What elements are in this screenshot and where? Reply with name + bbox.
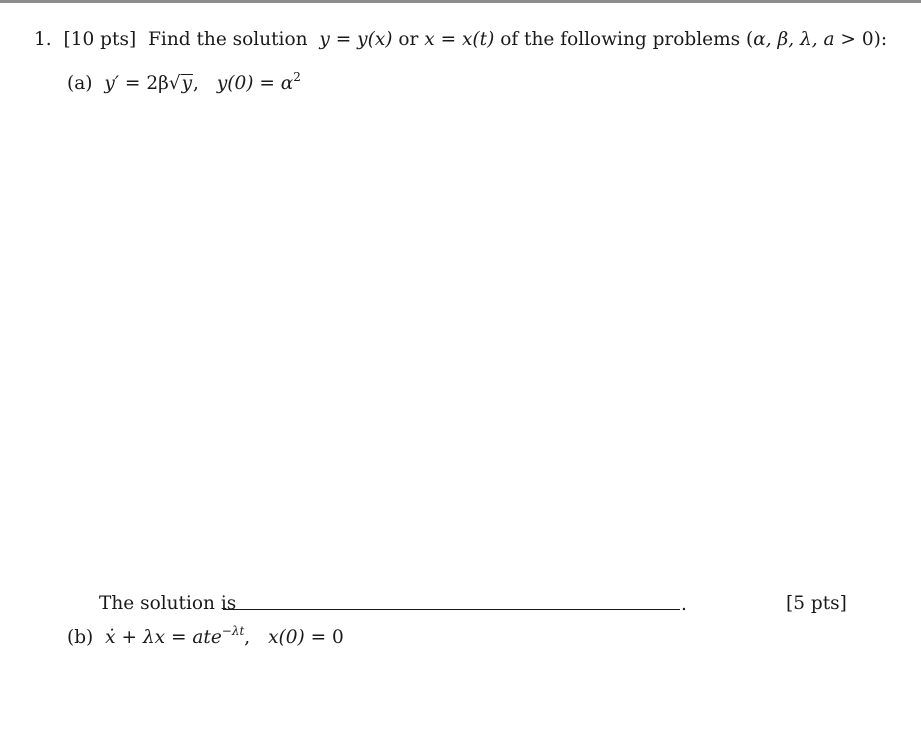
solution-func-xt: x(t) bbox=[461, 29, 495, 50]
param-gt: > bbox=[840, 29, 856, 50]
solution-var-x: x bbox=[424, 29, 435, 50]
part-a-ic-lhs: y(0) bbox=[216, 73, 254, 94]
equals-sign: = bbox=[124, 73, 141, 94]
part-b-xdot: ẋ bbox=[105, 627, 116, 648]
sqrt-radical: √ bbox=[168, 73, 181, 94]
param-lambda: λ, bbox=[800, 29, 818, 50]
plus-sign: + bbox=[121, 627, 138, 648]
params-open: ( bbox=[746, 29, 754, 50]
equals-sign: = bbox=[170, 627, 187, 648]
part-b-rhs-exponent: −λt bbox=[221, 624, 245, 638]
equals-sign: = bbox=[440, 29, 457, 50]
part-a-lhs: y′ bbox=[104, 73, 120, 94]
solution-var-y: y bbox=[319, 29, 330, 50]
equals-sign: = bbox=[259, 73, 275, 94]
answer-period: . bbox=[681, 594, 687, 615]
param-a: a bbox=[823, 29, 835, 50]
sqrt-expression bbox=[169, 73, 193, 95]
part-a-ic-rhs: α bbox=[280, 73, 294, 94]
part-a-label: (a) bbox=[67, 73, 93, 94]
part-a-equation bbox=[67, 70, 301, 96]
question-header bbox=[34, 29, 887, 51]
answer-row bbox=[99, 593, 236, 615]
part-b-label: (b) bbox=[67, 627, 94, 648]
part-a-comma: , bbox=[193, 73, 199, 94]
param-beta: β, bbox=[777, 29, 795, 50]
part-b-comma: , bbox=[244, 627, 251, 648]
answer-label: The solution is bbox=[99, 593, 237, 614]
solution-func-yx: y(x) bbox=[357, 29, 393, 50]
or-word: or bbox=[398, 29, 419, 50]
answer-blank-line[interactable] bbox=[223, 609, 680, 610]
sqrt-radicand: y bbox=[181, 73, 193, 94]
part-b-ic-rhs: 0 bbox=[332, 627, 344, 648]
question-prompt-lead: Find the solution bbox=[148, 29, 308, 50]
part-b-equation bbox=[67, 624, 344, 650]
part-a-ic-exponent: 2 bbox=[293, 70, 301, 84]
part-b-rhs: ate bbox=[192, 627, 222, 648]
param-alpha: α, bbox=[753, 29, 772, 50]
answer-points: [5 pts] bbox=[786, 593, 847, 614]
equals-sign: = bbox=[335, 29, 352, 50]
part-a-coef: 2β bbox=[146, 73, 169, 94]
equals-sign: = bbox=[310, 627, 327, 648]
part-b-ic-lhs: x(0) bbox=[268, 627, 305, 648]
param-zero: 0): bbox=[861, 29, 888, 50]
question-prompt-tail: of the following problems bbox=[500, 29, 741, 50]
question-number: 1. bbox=[34, 29, 52, 50]
part-b-lambda-x: λx bbox=[142, 627, 166, 648]
top-rule bbox=[0, 0, 921, 3]
question-points: [10 pts] bbox=[63, 29, 137, 50]
